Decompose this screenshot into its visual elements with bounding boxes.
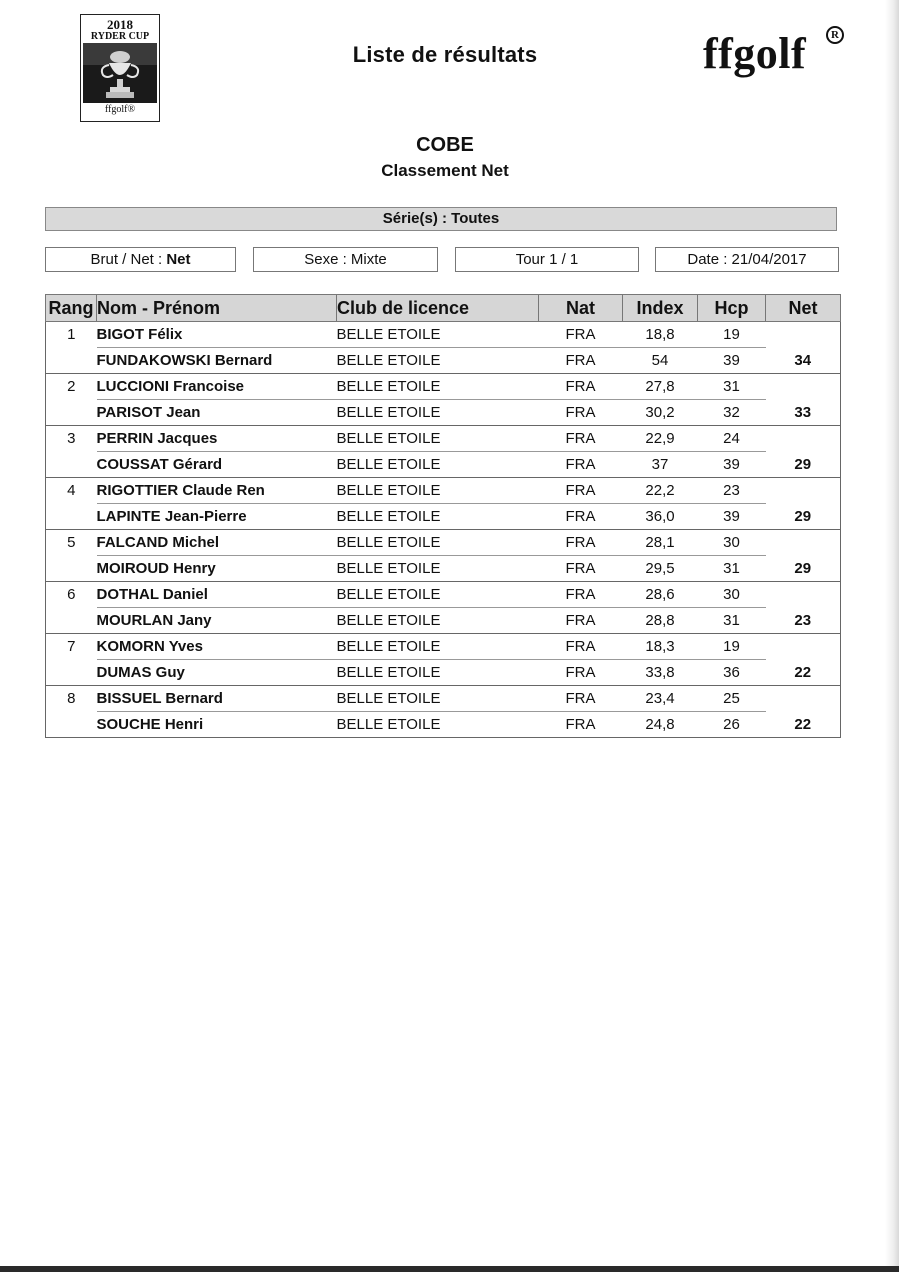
club-cell: BELLE ETOILE	[337, 582, 539, 608]
rank-cell: 5	[46, 530, 97, 556]
date-value: Date : 21/04/2017	[687, 251, 807, 268]
rank-cell-empty	[46, 452, 97, 478]
competition-name: COBE	[416, 134, 474, 156]
player-name: SOUCHE Henri	[97, 712, 337, 738]
net-cell-empty	[766, 634, 841, 660]
hcp-cell: 19	[698, 634, 766, 660]
logo-org: ffgolf®	[104, 104, 136, 115]
nat-cell: FRA	[539, 322, 623, 348]
player-name: LAPINTE Jean-Pierre	[97, 504, 337, 530]
player-name: BIGOT Félix	[97, 322, 337, 348]
header-nat: Nat	[539, 295, 623, 322]
net-score: 29	[766, 556, 841, 582]
table-row	[46, 478, 841, 504]
club-cell: BELLE ETOILE	[337, 660, 539, 686]
logo-event: RYDER CUP	[90, 31, 150, 42]
index-cell: 37	[623, 452, 698, 478]
rank-cell-empty	[46, 348, 97, 374]
table-row	[46, 400, 841, 426]
net-cell-empty	[766, 582, 841, 608]
net-score: 29	[766, 504, 841, 530]
index-cell: 28,1	[623, 530, 698, 556]
nat-cell: FRA	[539, 348, 623, 374]
tour-box	[455, 247, 639, 272]
hcp-cell: 25	[698, 686, 766, 712]
hcp-cell: 19	[698, 322, 766, 348]
player-name: FUNDAKOWSKI Bernard	[97, 348, 337, 374]
club-cell: BELLE ETOILE	[337, 634, 539, 660]
competition-subtitle: Classement Net	[381, 161, 509, 180]
hcp-cell: 31	[698, 374, 766, 400]
index-cell: 22,9	[623, 426, 698, 452]
nat-cell: FRA	[539, 582, 623, 608]
table-row	[46, 582, 841, 608]
rank-cell: 3	[46, 426, 97, 452]
index-cell: 29,5	[623, 556, 698, 582]
header-index: Index	[623, 295, 698, 322]
header-rang: Rang	[46, 295, 97, 322]
nat-cell: FRA	[539, 634, 623, 660]
rank-cell: 6	[46, 582, 97, 608]
club-cell: BELLE ETOILE	[337, 348, 539, 374]
nat-cell: FRA	[539, 452, 623, 478]
net-cell-empty	[766, 322, 841, 348]
player-name: COUSSAT Gérard	[97, 452, 337, 478]
net-cell-empty	[766, 478, 841, 504]
trophy-icon	[83, 43, 157, 103]
scan-bottom-edge	[0, 1266, 899, 1272]
index-cell: 36,0	[623, 504, 698, 530]
club-cell: BELLE ETOILE	[337, 374, 539, 400]
nat-cell: FRA	[539, 374, 623, 400]
rank-cell: 7	[46, 634, 97, 660]
player-name: MOURLAN Jany	[97, 608, 337, 634]
results-table	[45, 294, 841, 738]
table-row	[46, 426, 841, 452]
nat-cell: FRA	[539, 660, 623, 686]
nat-cell: FRA	[539, 530, 623, 556]
table-header-row	[46, 295, 841, 322]
rank-cell-empty	[46, 556, 97, 582]
player-name: LUCCIONI Francoise	[97, 374, 337, 400]
index-cell: 24,8	[623, 712, 698, 738]
header-hcp: Hcp	[698, 295, 766, 322]
rank-cell: 8	[46, 686, 97, 712]
sexe-value: Sexe : Mixte	[304, 251, 387, 268]
net-score: 29	[766, 452, 841, 478]
player-name: PERRIN Jacques	[97, 426, 337, 452]
index-cell: 28,6	[623, 582, 698, 608]
player-name: BISSUEL Bernard	[97, 686, 337, 712]
table-row	[46, 712, 841, 738]
player-name: MOIROUD Henry	[97, 556, 337, 582]
net-score: 33	[766, 400, 841, 426]
hcp-cell: 31	[698, 556, 766, 582]
table-row	[46, 530, 841, 556]
table-row	[46, 452, 841, 478]
hcp-cell: 30	[698, 582, 766, 608]
rank-cell: 4	[46, 478, 97, 504]
nat-cell: FRA	[539, 426, 623, 452]
brut-net-box	[45, 247, 236, 272]
hcp-cell: 36	[698, 660, 766, 686]
nat-cell: FRA	[539, 712, 623, 738]
table-row	[46, 686, 841, 712]
club-cell: BELLE ETOILE	[337, 686, 539, 712]
nat-cell: FRA	[539, 686, 623, 712]
club-cell: BELLE ETOILE	[337, 452, 539, 478]
hcp-cell: 26	[698, 712, 766, 738]
table-row	[46, 634, 841, 660]
player-name: RIGOTTIER Claude Ren	[97, 478, 337, 504]
club-cell: BELLE ETOILE	[337, 426, 539, 452]
tour-value: Tour 1 / 1	[515, 251, 579, 268]
scan-edge	[885, 0, 899, 1272]
nat-cell: FRA	[539, 504, 623, 530]
club-cell: BELLE ETOILE	[337, 322, 539, 348]
series-label: Série(s) : Toutes	[382, 210, 500, 227]
player-name: FALCAND Michel	[97, 530, 337, 556]
net-cell-empty	[766, 426, 841, 452]
hcp-cell: 39	[698, 452, 766, 478]
player-name: DUMAS Guy	[97, 660, 337, 686]
date-box	[655, 247, 839, 272]
rank-cell-empty	[46, 608, 97, 634]
net-cell-empty	[766, 530, 841, 556]
logo-year: 2018	[107, 17, 133, 32]
brut-net-value: Net	[166, 251, 191, 268]
club-cell: BELLE ETOILE	[337, 504, 539, 530]
header-club: Club de licence	[337, 295, 539, 322]
net-cell-empty	[766, 374, 841, 400]
net-score: 22	[766, 660, 841, 686]
hcp-cell: 30	[698, 530, 766, 556]
index-cell: 27,8	[623, 374, 698, 400]
hcp-cell: 24	[698, 426, 766, 452]
page-title: Liste de résultats	[352, 42, 538, 67]
table-row	[46, 556, 841, 582]
club-cell: BELLE ETOILE	[337, 478, 539, 504]
header-net: Net	[766, 295, 841, 322]
results-body	[46, 322, 841, 738]
table-row	[46, 504, 841, 530]
player-name: KOMORN Yves	[97, 634, 337, 660]
index-cell: 22,2	[623, 478, 698, 504]
index-cell: 33,8	[623, 660, 698, 686]
registered-mark-icon: R	[826, 26, 844, 44]
rank-cell: 1	[46, 322, 97, 348]
player-name: DOTHAL Daniel	[97, 582, 337, 608]
index-cell: 18,8	[623, 322, 698, 348]
ryder-cup-logo	[80, 14, 160, 122]
index-cell: 30,2	[623, 400, 698, 426]
index-cell: 54	[623, 348, 698, 374]
table-row	[46, 322, 841, 348]
header-nom-prenom: Nom - Prénom	[97, 295, 337, 322]
hcp-cell: 39	[698, 348, 766, 374]
net-cell-empty	[766, 686, 841, 712]
club-cell: BELLE ETOILE	[337, 530, 539, 556]
sexe-box	[253, 247, 438, 272]
net-score: 22	[766, 712, 841, 738]
club-cell: BELLE ETOILE	[337, 712, 539, 738]
hcp-cell: 23	[698, 478, 766, 504]
brut-net-label: Brut / Net :	[90, 251, 167, 268]
rank-cell-empty	[46, 400, 97, 426]
series-bar	[45, 207, 837, 231]
net-score: 23	[766, 608, 841, 634]
player-name: PARISOT Jean	[97, 400, 337, 426]
index-cell: 28,8	[623, 608, 698, 634]
table-row	[46, 374, 841, 400]
nat-cell: FRA	[539, 556, 623, 582]
hcp-cell: 32	[698, 400, 766, 426]
index-cell: 18,3	[623, 634, 698, 660]
index-cell: 23,4	[623, 686, 698, 712]
rank-cell-empty	[46, 712, 97, 738]
table-row	[46, 608, 841, 634]
nat-cell: FRA	[539, 608, 623, 634]
rank-cell: 2	[46, 374, 97, 400]
club-cell: BELLE ETOILE	[337, 556, 539, 582]
nat-cell: FRA	[539, 400, 623, 426]
table-row	[46, 660, 841, 686]
nat-cell: FRA	[539, 478, 623, 504]
table-row	[46, 348, 841, 374]
club-cell: BELLE ETOILE	[337, 400, 539, 426]
rank-cell-empty	[46, 660, 97, 686]
club-cell: BELLE ETOILE	[337, 608, 539, 634]
net-score: 34	[766, 348, 841, 374]
hcp-cell: 39	[698, 504, 766, 530]
hcp-cell: 31	[698, 608, 766, 634]
rank-cell-empty	[46, 504, 97, 530]
ffgolf-logo: ffgolf	[703, 29, 807, 78]
